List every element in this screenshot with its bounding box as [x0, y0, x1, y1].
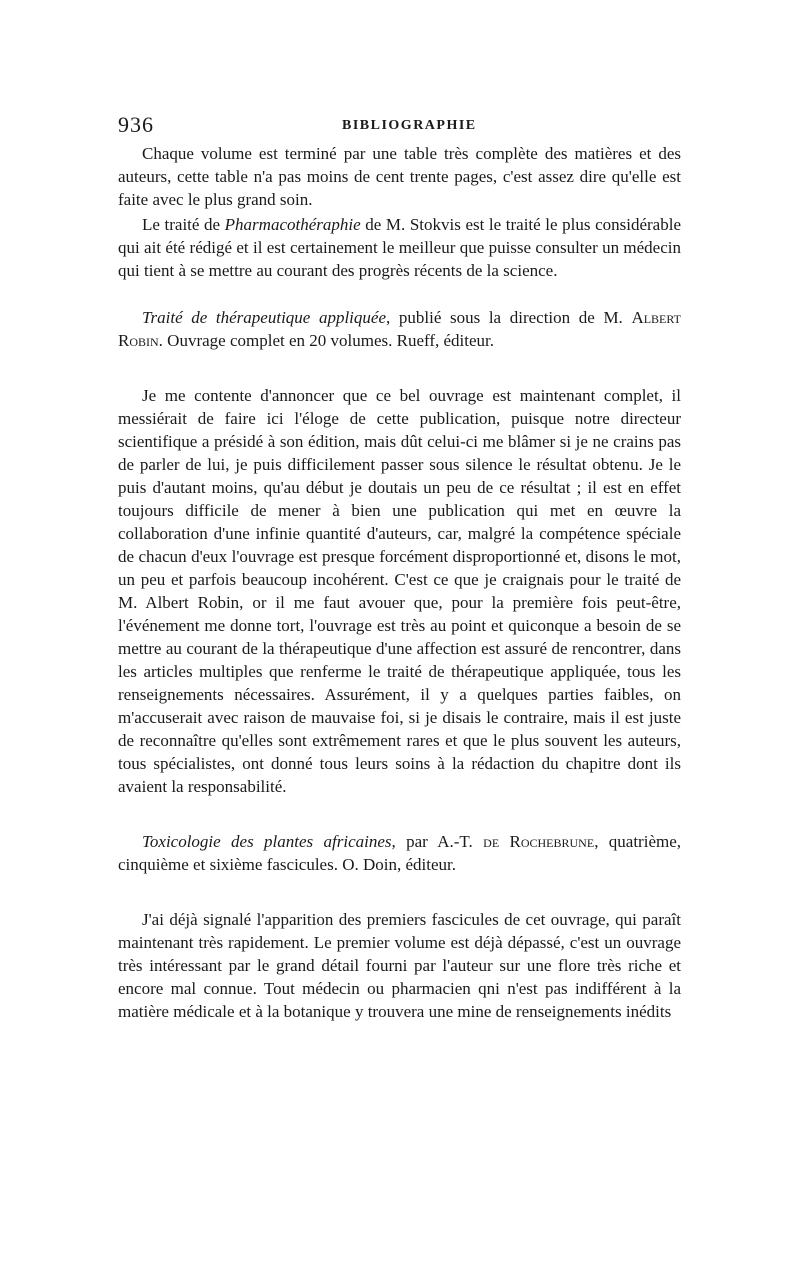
robin-citation: Traité de thérapeutique appliquée, publié sous la direction de M. Albert Robin. Ouvrage complet en 20 volumes. Rueff, éditeur. [118, 308, 681, 350]
robin-title: Traité de thérapeutique appliquée [142, 308, 386, 327]
running-head: BIBLIOGRAPHIE [342, 118, 477, 133]
robin-review: Je me contente d'annoncer que ce bel ouvrage est maintenant complet, il messiérait de faire ici l'éloge de cette publication, puisque notre directeur scientifique a présidé à son édition, mais dût celui-ci me blâmer si je ne crains pas de parler de lui, je puis difficilement passer sous silence le résultat obtenu. Je le puis d'autant moins, qu'au début je doutais un peu de ce résultat ; il est en effet toujours difficile de mener à bien une publication qui met en œuvre la collaboration d'une infinie quantité d'auteurs, car, malgré la compétence spéciale de chacun d'eux l'ouvrage est presque forcément disproportionné et, disons le mot, un peu et parfois beaucoup incohérent. C'est ce que je craignais pour le traité de M. Albert Robin, or il me faut avouer que, pour la première fois peut-être, l'événement me donne tort, l'ouvrage est très au point et quiconque a besoin de se mettre au courant de la thérapeutique d'une affection est assuré de rencontrer, dans les articles multiples que renferme le traité de thérapeutique appliquée, tous les renseignements nécessaires. Assurément, il y a quelques parties faibles, on m'accuserait avec raison de mauvaise foi, si je disais le contraire, mais il est juste de reconnaître qu'elles sont extrêmement rares et que le plus souvent les auteurs, tous spécialistes, ont donné tous leurs soins à la rédaction du chapitre dont ils avaient la responsabilité. [118, 386, 681, 796]
rochebrune-author: de Rochebrune [483, 832, 595, 851]
page-header [118, 108, 681, 142]
work-title: Pharmacothéraphie [224, 215, 361, 234]
rochebrune-citation: Toxicologie des plantes africaines, par A.-T. de Rochebrune, quatrième, cinquième et sixième fascicules. O. Doin, éditeur. [118, 832, 682, 874]
robin-author: Albert Robin [118, 308, 681, 350]
rochebrune-review: J'ai déjà signalé l'apparition des premiers fascicules de cet ouvrage, qui paraît maintenant très rapidement. Le premier volume est déjà dépassé, c'est un ouvrage très intéressant par le grand détail fourni par l'auteur sur une flore très riche et encore mal connue. Tout médecin ou pharmacien qni n'est pas indifférent à la matière médicale et à la botanique y trouvera une mine de renseignements inédits [118, 910, 681, 1021]
page-number: 936 [118, 112, 154, 137]
page [118, 108, 681, 1023]
rochebrune-title: Toxicologie des plantes africaines [142, 832, 392, 851]
intro-paragraph-2: Le traité de Pharmacothéraphie de M. Stokvis est le traité le plus considérable qui ait été rédigé et il est certainement le meilleur que puisse consulter un médecin qui tient à se mettre au courant des progrès récents de la science. [118, 215, 681, 280]
intro-paragraph-1: Chaque volume est terminé par une table très complète des matières et des auteurs, cette table n'a pas moins de cent trente pages, c'est assez dire qu'elle est faite avec le plus grand soin. [118, 144, 681, 209]
